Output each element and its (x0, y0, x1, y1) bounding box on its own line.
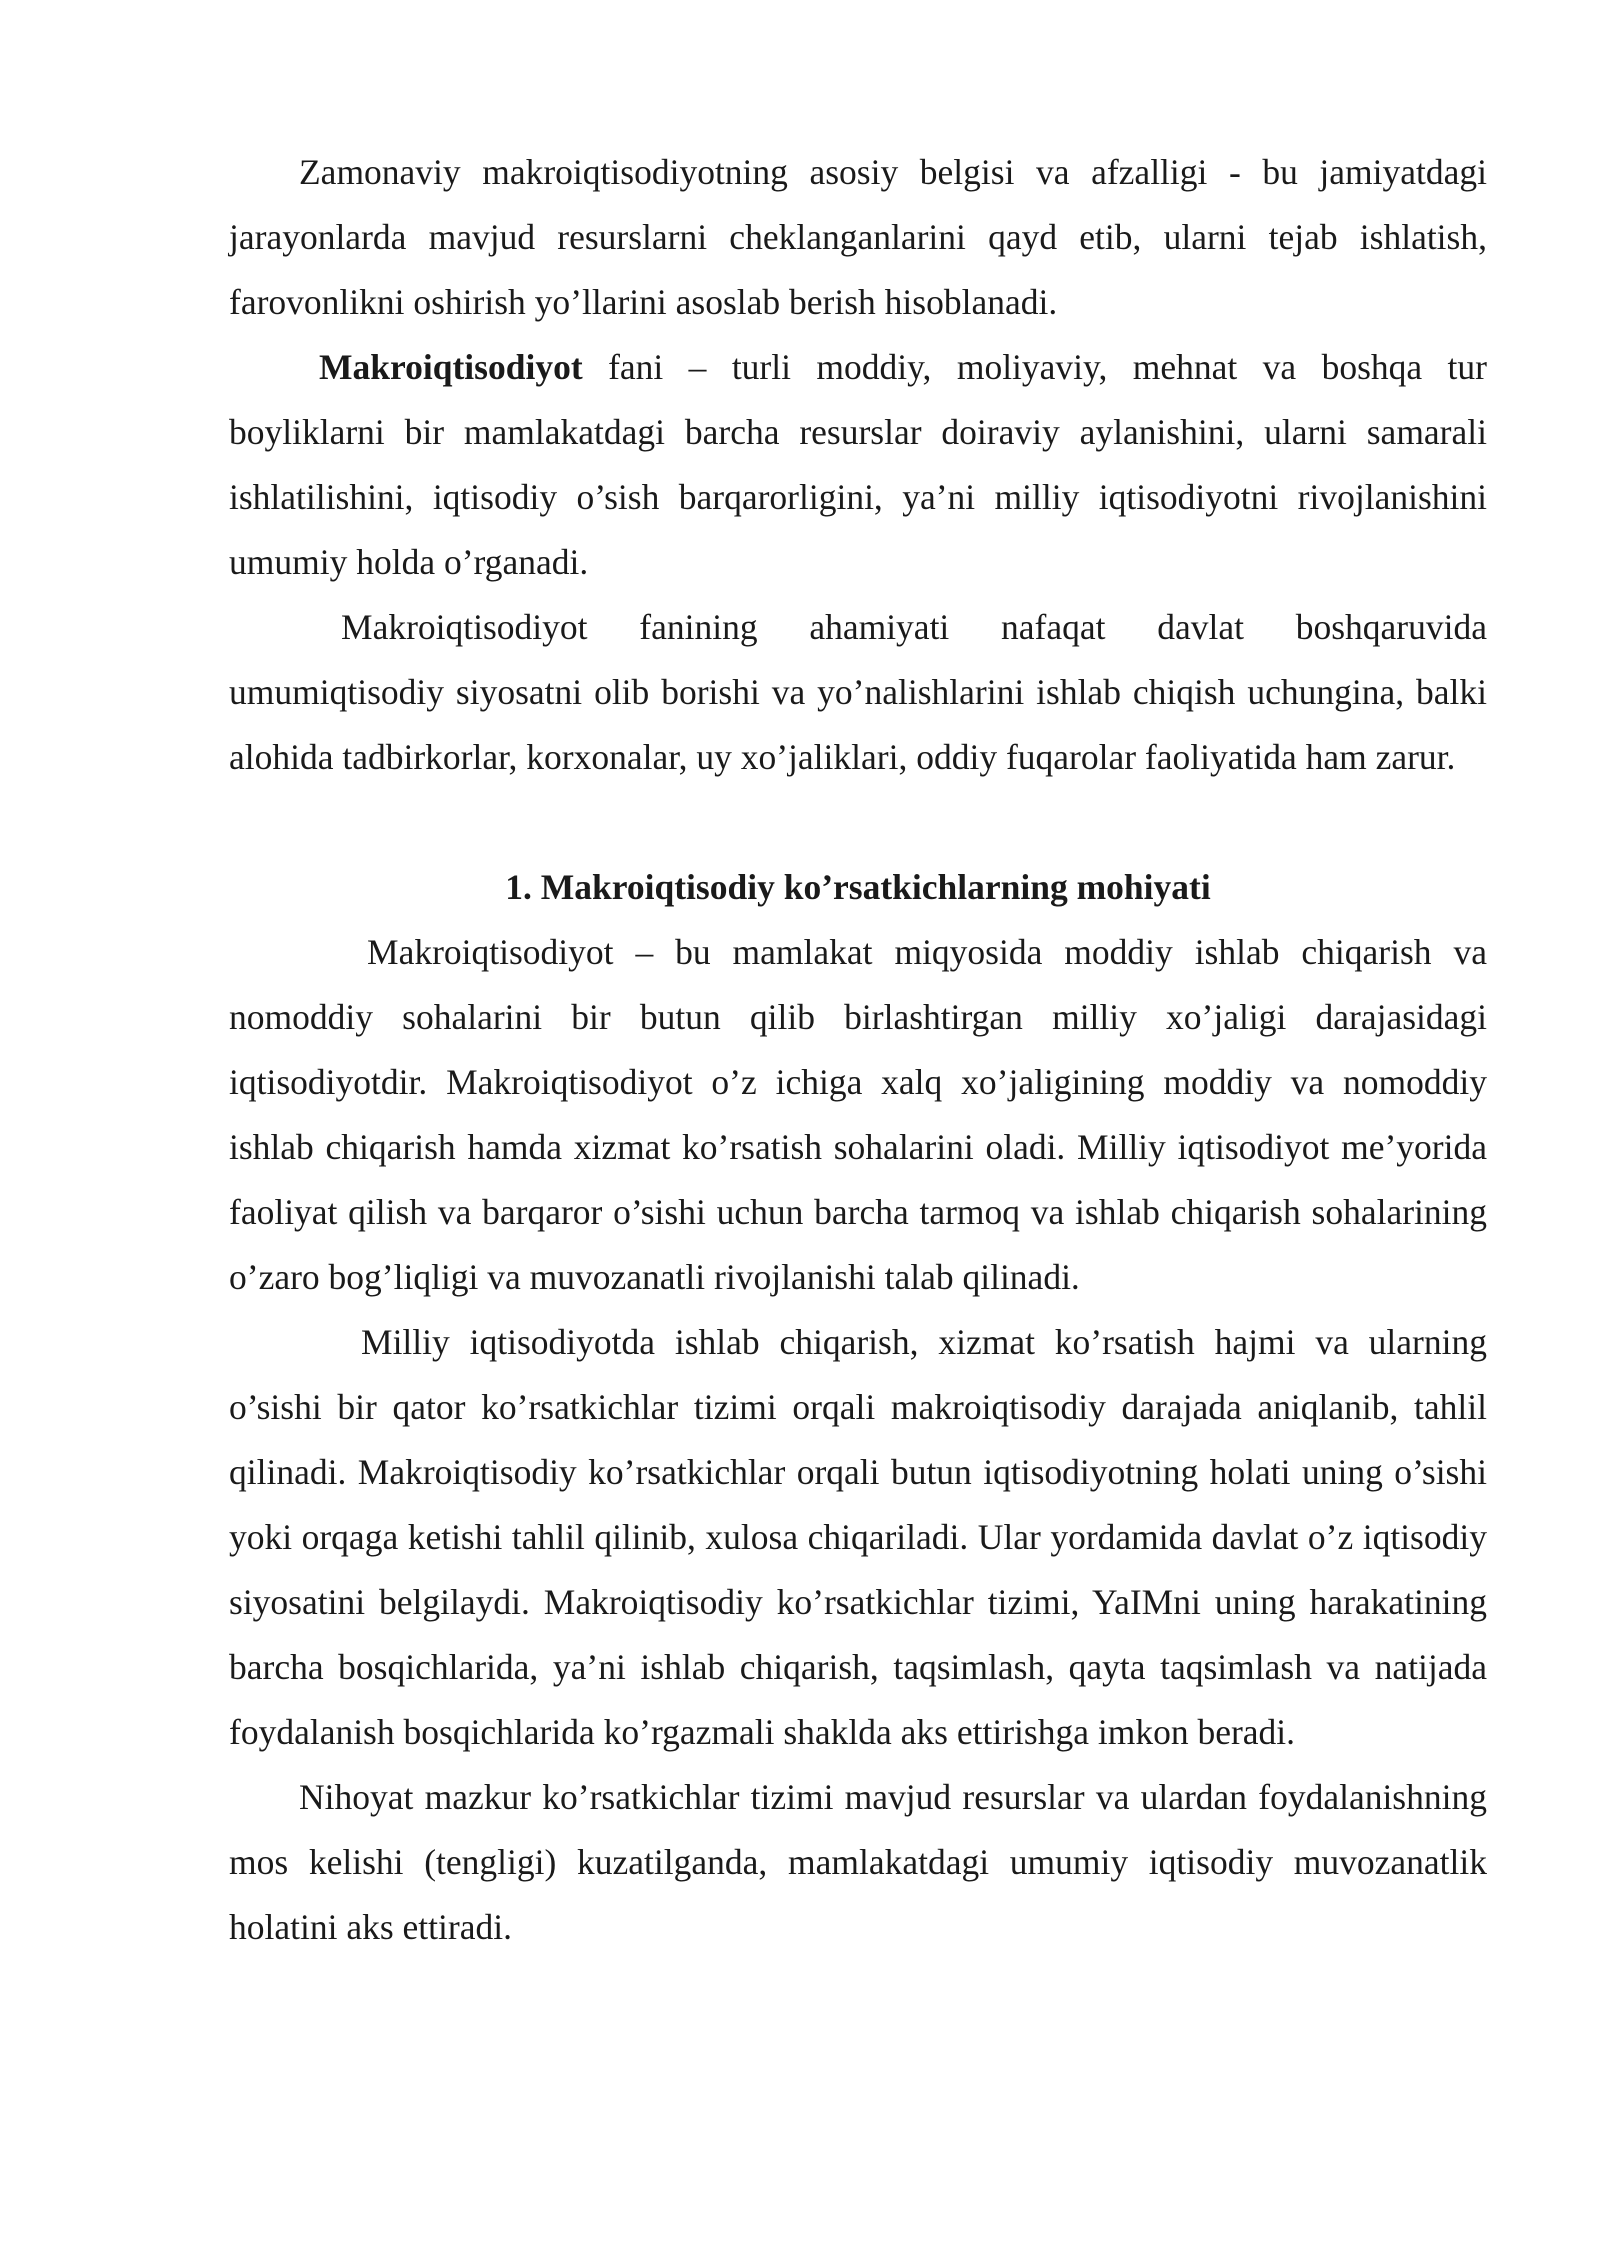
paragraph-indicators: Milliy iqtisodiyotda ishlab chiqarish, xizmat ko’rsatish hajmi va ularning o’sishi bir qator ko’rsatkichlar tizimi orqali makroiqtisodiy darajada aniqlanib, tahlil qilinadi. Makroiqtisodiy ko’rsatkichlar orqali butun iqtisodiyotning holati uning o’sishi yoki orqaga ketishi tahlil qilinib, xulosa chiqariladi. Ular yordamida davlat o’z iqtisodiy siyosatini belgilaydi. Makroiqtisodiy ko’rsatkichlar tizimi, YaIMni uning harakatining barcha bosqichlarida, ya’ni ishlab chiqarish, taqsimlash, qayta taqsimlash va natijada foydalanish bosqichlarida ko’rgazmali shaklda aks ettirishga imkon beradi. (229, 1322, 1487, 1752)
definition-term: Makroiqtisodiyot (319, 347, 583, 387)
definition-text: fani – turli moddiy, moliyaviy, mehnat va boshqa tur boyliklarni bir mamlakatdagi barcha resurslar doiraviy aylanishini, ularni samarali ishlatilishini, iqtisodiy o’sish barqarorligini, ya’ni milliy iqtisodiyotni rivojlanishini umumiy holda o’rganadi. (229, 347, 1487, 582)
paragraph-macroeconomy: Makroiqtisodiyot – bu mamlakat miqyosida moddiy ishlab chiqarish va nomoddiy sohalarini bir butun qilib birlashtirgan milliy xo’jaligi darajasidagi iqtisodiyotdir. Makroiqtisodiyot o’z ichiga xalq xo’jaligining moddiy va nomoddiy ishlab chiqarish hamda xizmat ko’rsatish sohalarini oladi. Milliy iqtisodiyot me’yorida faoliyat qilish va barqaror o’sishi uchun barcha tarmoq va ishlab chiqarish sohalarining o’zaro bog’liqligi va muvozanatli rivojlanishi talab qilinadi. (229, 932, 1487, 1297)
document-page (229, 140, 1487, 1960)
paragraph-spacer (229, 790, 1487, 855)
paragraph-conclusion: Nihoyat mazkur ko’rsatkichlar tizimi mavjud resurslar va ulardan foydalanishning mos kelishi (tengligi) kuzatilganda, mamlakatdagi umumiy iqtisodiy muvozanatlik holatini aks ettiradi. (229, 1777, 1487, 1947)
paragraph-importance: Makroiqtisodiyot fanining ahamiyati nafaqat davlat boshqaruvida umumiqtisodiy siyosatni olib borishi va yo’nalishlarini ishlab chiqish uchungina, balki alohida tadbirkorlar, korxonalar, uy xo’jaliklari, oddiy fuqarolar faoliyatida ham zarur. (229, 607, 1487, 777)
paragraph-definition (229, 335, 1487, 595)
section-heading: 1. Makroiqtisodiy ko’rsatkichlarning mohiyati (505, 867, 1211, 907)
paragraph-intro: Zamonaviy makroiqtisodiyotning asosiy belgisi va afzalligi - bu jamiyatdagi jarayonlarda mavjud resurslarni cheklanganlarini qayd etib, ularni tejab ishlatish, farovonlikni oshirish yo’llarini asoslab berish hisoblanadi. (229, 152, 1487, 322)
